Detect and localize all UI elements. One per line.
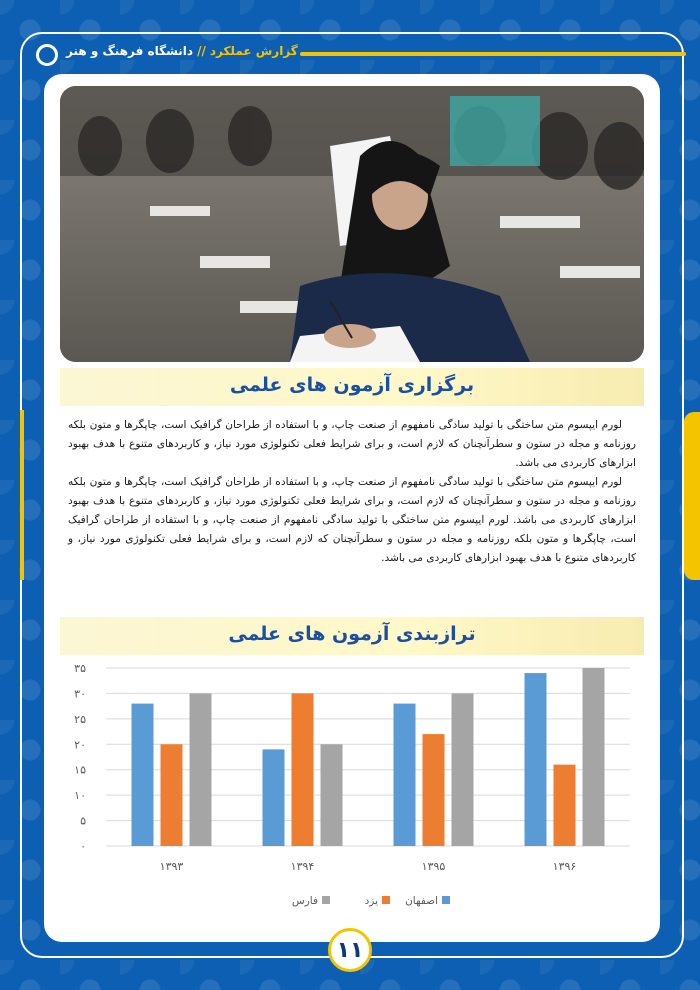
section1-title-band bbox=[60, 368, 644, 406]
bar-chart bbox=[60, 656, 644, 924]
y-tick-label: ۳۵ bbox=[74, 662, 86, 675]
header-separator: // bbox=[197, 44, 206, 58]
legend-label: اصفهان bbox=[405, 895, 438, 907]
exam-hall-photo bbox=[60, 86, 644, 362]
bar-2-0 bbox=[190, 693, 212, 846]
chart-canvas bbox=[60, 656, 644, 924]
page-number: ۱۱ bbox=[336, 937, 364, 963]
bar-1-0 bbox=[161, 744, 183, 846]
section2-title-band bbox=[60, 617, 644, 655]
bar-1-1 bbox=[292, 693, 314, 846]
x-tick-label: ۱۳۹۳ bbox=[159, 860, 184, 873]
legend-swatch bbox=[322, 896, 330, 904]
y-tick-label: ۱۵ bbox=[74, 763, 86, 777]
section1-title: برگزاری آزمون های علمی bbox=[229, 374, 475, 396]
y-tick-label: ۳۰ bbox=[74, 687, 86, 701]
paragraph-2: لورم ایپسوم متن ساختگی با تولید سادگی نامفهوم از صنعت چاپ، و با استفاده از طراحان گرافیک است، چاپگرها و متون بلکه روزنامه و مجله در ستون و سطرآنچنان که لازم است، و برای شرایط فعلی تکنولوژی مورد نیاز، و کاربردهای متنوع با هدف بهبود ابزارهای کاربردی می باشد. لورم ایپسوم متن ساختگی با تولید سادگی نامفهوم از صنعت چاپ، و با استفاده از طراحان گرافیک است، چاپگرها و متون بلکه روزنامه و مجله در ستون و سطرآنچنان که لازم است، و برای شرایط فعلی تکنولوژی مورد نیاز، و کاربردهای متنوع با هدف بهبود ابزارهای کاربردی می باشد. bbox=[68, 476, 636, 564]
section1-body bbox=[68, 416, 636, 568]
section2-title: ترازبندی آزمون های علمی bbox=[228, 623, 476, 645]
y-tick-label: ۰ bbox=[80, 840, 86, 853]
bar-2-1 bbox=[321, 744, 343, 846]
y-tick-label: ۲۰ bbox=[74, 738, 86, 752]
bar-2-3 bbox=[583, 668, 605, 846]
legend-swatch bbox=[382, 896, 390, 904]
legend-label: یزد bbox=[364, 895, 378, 907]
bar-0-2 bbox=[394, 704, 416, 846]
legend-swatch bbox=[442, 896, 450, 904]
bar-0-0 bbox=[132, 704, 154, 846]
paragraph-1: لورم ایپسوم متن ساختگی با تولید سادگی نامفهوم از صنعت چاپ، و با استفاده از طراحان گرافیک است، چاپگرها و متون بلکه روزنامه و مجله در ستون و سطرآنچنان که لازم است، و برای شرایط فعلی تکنولوژی مورد نیاز، و کاربردهای متنوع با هدف بهبود ابزارهای کاربردی می باشد. bbox=[68, 419, 636, 469]
x-tick-label: ۱۳۹۴ bbox=[290, 860, 315, 873]
y-tick-label: ۱۰ bbox=[74, 789, 86, 803]
bar-0-1 bbox=[263, 749, 285, 846]
legend-label: فارس bbox=[291, 895, 318, 907]
bar-1-3 bbox=[554, 765, 576, 846]
header-section: گزارش عملکرد bbox=[209, 44, 298, 58]
header-org: دانشگاه فرهنگ و هنر bbox=[66, 44, 194, 58]
x-tick-label: ۱۳۹۵ bbox=[421, 860, 446, 873]
left-accent-bar bbox=[20, 410, 24, 580]
header-rule bbox=[300, 52, 686, 56]
bar-1-2 bbox=[423, 734, 445, 846]
running-header bbox=[66, 44, 298, 64]
bar-0-3 bbox=[525, 673, 547, 846]
y-tick-label: ۲۵ bbox=[74, 712, 86, 726]
page-number-badge bbox=[328, 928, 372, 972]
x-tick-label: ۱۳۹۶ bbox=[552, 860, 577, 873]
side-tab bbox=[684, 412, 700, 580]
y-tick-label: ۵ bbox=[80, 814, 86, 828]
bar-2-2 bbox=[452, 693, 474, 846]
header-circle-icon bbox=[36, 44, 58, 66]
